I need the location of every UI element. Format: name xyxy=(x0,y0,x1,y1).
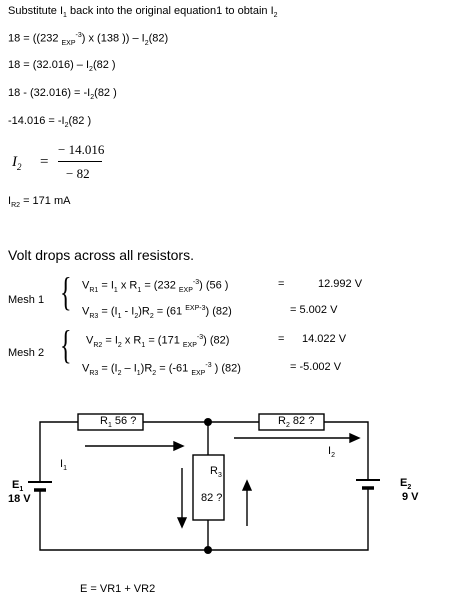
mesh1-line2-value: = 5.002 V xyxy=(290,304,338,316)
m1l2-s4: 2 xyxy=(149,312,154,320)
m1l2-d: )R xyxy=(138,305,150,318)
m2l1-s3: 1 xyxy=(141,341,146,349)
mesh2-line1-value: 14.022 V xyxy=(302,333,347,345)
resistor-r3 xyxy=(193,455,224,520)
r1-val: 56 ? xyxy=(111,415,137,427)
m1l1-s2: 1 xyxy=(113,286,118,294)
m1l2-pw: -3 xyxy=(199,305,206,312)
step2-s: 2 xyxy=(89,66,93,74)
intro-text: Substitute I xyxy=(8,5,64,17)
m1l2-s3: 2 xyxy=(134,312,139,320)
e1-name: E xyxy=(12,479,20,491)
fraction-equals: = xyxy=(40,154,49,170)
step1-exp: EXP xyxy=(61,39,76,47)
battery-e1 xyxy=(28,475,52,497)
m2l1-e: ) (82) xyxy=(203,334,230,347)
junction-bottom xyxy=(204,546,212,554)
m2l1-s2: 2 xyxy=(117,341,122,349)
bottom-equation: E = VR1 + VR2 xyxy=(80,583,156,595)
r1-label xyxy=(100,416,136,429)
mesh1-line1-equals: = xyxy=(278,278,285,290)
step1-a: 18 = ((232 xyxy=(8,32,62,45)
result-b: = 171 mA xyxy=(20,195,71,207)
fraction-lhs-i: I xyxy=(12,154,17,170)
m2l1-b: = I xyxy=(102,334,118,347)
mesh1-brace: { xyxy=(60,269,72,314)
m2l1-pw: -3 xyxy=(196,334,204,341)
mesh2-line2-value: = -5.002 V xyxy=(290,361,342,373)
arrow-up-r3 xyxy=(243,481,251,526)
i1-label xyxy=(60,459,67,472)
r1-name: R xyxy=(100,415,108,427)
arrow-down-r3 xyxy=(178,468,186,527)
r1-sub: 1 xyxy=(107,422,112,430)
arrow-i2 xyxy=(234,434,359,442)
m2l2-f: ) (82) xyxy=(211,362,241,375)
m1l1-e: ) (56 ) xyxy=(199,279,229,292)
m1l2-f: ) (82) xyxy=(205,305,232,318)
step2-a: 18 = (32.016) – I xyxy=(8,59,90,71)
r3-label xyxy=(210,466,222,479)
arrow-i1 xyxy=(85,442,183,450)
e2-sub: 2 xyxy=(407,484,412,492)
i2-name: I xyxy=(328,445,332,457)
m1l1-exp: EXP xyxy=(178,286,193,294)
step1-pw: -3 xyxy=(75,32,82,39)
r2-sub: 2 xyxy=(285,422,290,430)
junction-top xyxy=(204,418,212,426)
r3-sub: 3 xyxy=(217,472,222,480)
m2l2-d: )R xyxy=(140,362,153,375)
m2l1-d: = (171 xyxy=(145,334,183,347)
i1-sub: 1 xyxy=(63,465,67,473)
e1-value: 18 V xyxy=(8,493,31,505)
e2-value: 9 V xyxy=(402,491,419,503)
m2l2-s1: R3 xyxy=(89,369,99,377)
m1l1-d: = (232 xyxy=(141,279,179,292)
step2-c: (82 ) xyxy=(92,59,116,71)
m2l1-c: x R xyxy=(121,334,142,347)
m1l1-pw: -3 xyxy=(192,279,200,286)
m1l2-a: V xyxy=(82,305,90,318)
e2-name: E xyxy=(400,477,408,489)
mesh2-label: Mesh 2 xyxy=(8,347,45,359)
e1-label xyxy=(12,480,23,493)
m1l2-b: = (I xyxy=(98,305,118,318)
step1-b: ) x (138 )) – I xyxy=(81,32,145,45)
m2l1-exp: EXP xyxy=(182,341,197,349)
i1-name: I xyxy=(60,458,64,470)
m2l2-a: V xyxy=(82,362,90,375)
result-a: I xyxy=(8,195,12,207)
r2-val: 82 ? xyxy=(289,415,315,427)
r2-name: R xyxy=(278,415,286,427)
fraction-numerator: − 14.016 xyxy=(58,142,105,157)
m2l2-exp: EXP xyxy=(191,369,206,377)
step3-s: 2 xyxy=(90,94,95,102)
r3-name: R xyxy=(210,465,218,477)
m1l1-a: V xyxy=(82,279,90,292)
m1l1-c: x R xyxy=(117,279,138,292)
i2-label xyxy=(328,446,335,459)
m2l1-a: V xyxy=(86,334,94,347)
m2l2-s2: 2 xyxy=(117,369,122,377)
mesh1-label: Mesh 1 xyxy=(8,294,45,306)
m2l2-e: = (-61 xyxy=(156,362,192,375)
battery-e2 xyxy=(356,480,380,496)
step1-c: (82) xyxy=(148,32,169,45)
intro-mid: back into the original equation1 to obtain I xyxy=(66,5,274,17)
r3-value: 82 ? xyxy=(201,492,223,504)
i2-sub: 2 xyxy=(331,452,335,460)
m1l1-s3: 1 xyxy=(137,286,142,294)
step3-a: 18 - (32.016) = -I xyxy=(8,87,91,99)
m1l2-exp: EXP xyxy=(185,305,200,312)
mesh1-line1-value: 12.992 V xyxy=(318,278,363,290)
step4-s: 2 xyxy=(64,122,69,130)
m2l1-s1: R2 xyxy=(93,341,103,349)
m1l2-c: - I xyxy=(121,305,135,318)
e2-label xyxy=(400,478,411,491)
e1-sub: 1 xyxy=(19,486,24,494)
intro-sub2: 2 xyxy=(273,12,278,20)
m1l2-s2: 1 xyxy=(117,312,122,320)
left-top-wire xyxy=(40,422,78,475)
m1l1-s1: R1 xyxy=(89,286,99,294)
r2-label xyxy=(278,416,314,429)
step4-c: (82 ) xyxy=(68,115,92,127)
step1-s: 2 xyxy=(144,39,149,47)
mesh2-line1-equals: = xyxy=(278,333,285,345)
volt-drops-heading: Volt drops across all resistors. xyxy=(8,247,194,263)
m2l2-pw: -3 xyxy=(205,362,212,369)
m1l1-b: = I xyxy=(98,279,114,292)
step4-a: -14.016 = -I xyxy=(8,115,65,127)
m1l2-e: = (61 xyxy=(153,305,186,318)
fraction-lhs-sub: 2 xyxy=(17,162,22,172)
m2l2-b: = (I xyxy=(98,362,118,375)
fraction-denominator: − 82 xyxy=(66,166,90,181)
m1l2-s1: R3 xyxy=(89,312,99,320)
step3-c: (82 ) xyxy=(94,87,117,99)
m2l2-c: – I xyxy=(121,362,137,375)
intro-sub1: 1 xyxy=(63,12,67,20)
m2l2-s3: 1 xyxy=(136,369,141,377)
m2l2-s4: 2 xyxy=(152,369,157,377)
result-s: R2 xyxy=(11,202,21,210)
mesh2-brace: { xyxy=(60,322,72,367)
